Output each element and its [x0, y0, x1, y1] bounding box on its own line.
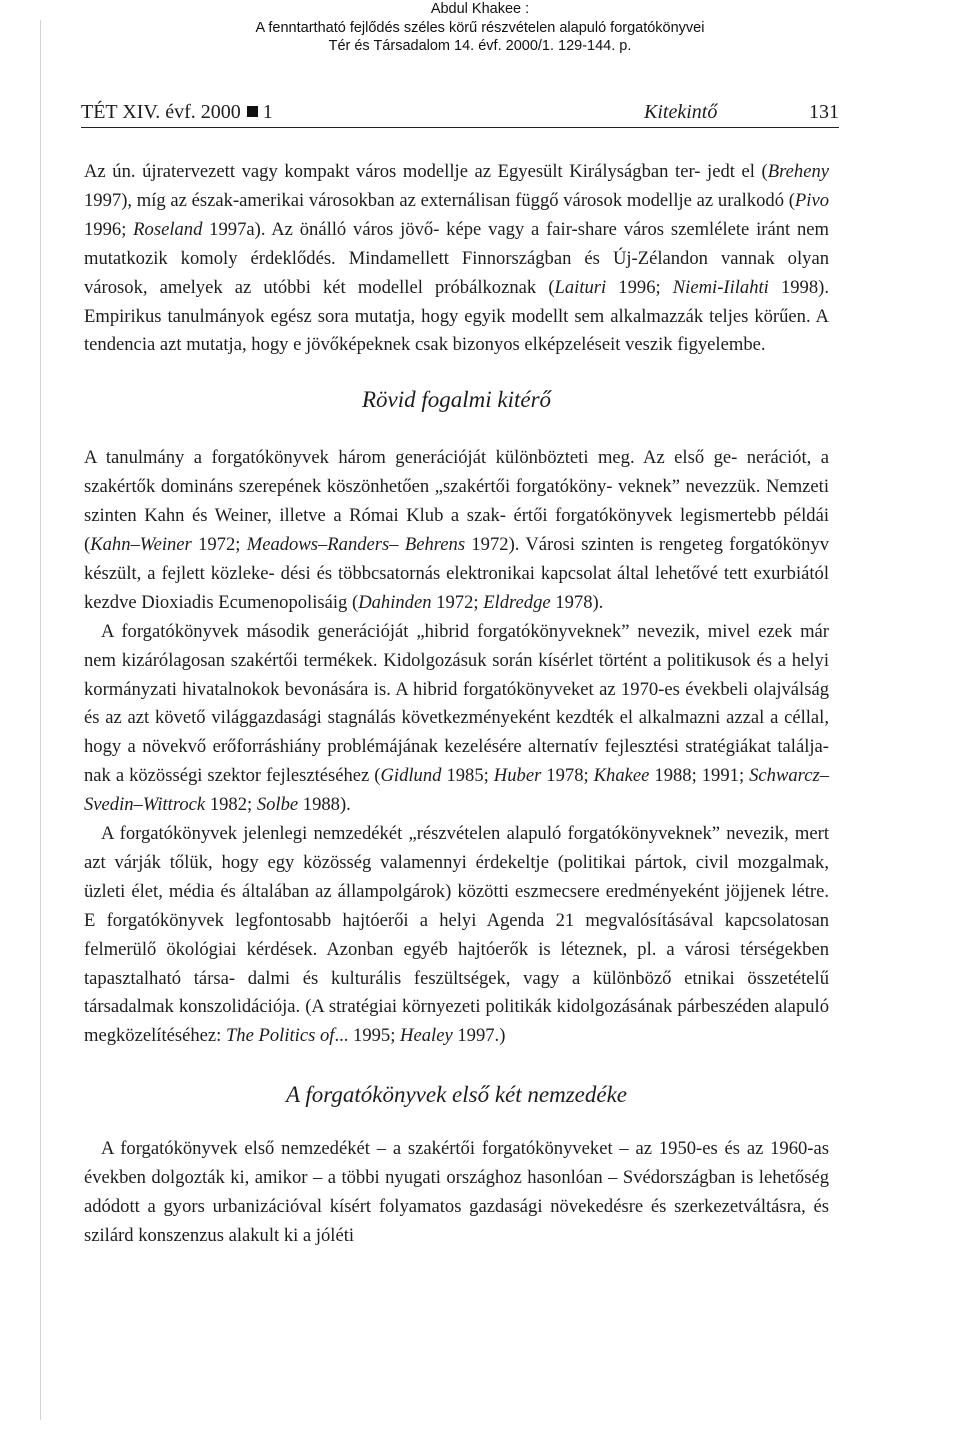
article-body — [84, 158, 829, 1251]
citation-name: Kahn–Weiner — [90, 533, 192, 555]
paragraph: A forgatókönyvek második generációját „hibrid forgatókönyveknek” nevezik, mivel ezek már nem kizárólagosan szakértői termékek. Kidolgozásuk során kísérlet történt a politikusok és a helyi kormányzati hivatalnokok bevonására is. A hibrid forgatókönyveket az 1970-es évekbeli olajválság és az azt követő világgazdasági stagnálás következményeként kezdték el alkalmazni azzal a céllal, hogy a növekvő erőforráshiány problémájának kezelésére alternatív fejlesztési stratégiákat találja- nak a közösségi szektor fejlesztéséhez (Gidlund 1985; Huber 1978; Khakee 1988; 1991; Schwarcz–Svedin–Wittrock 1982; Solbe 1988). — [84, 620, 829, 816]
running-head-journal — [81, 101, 273, 124]
citation-name: Niemi-Iilahti — [672, 276, 769, 298]
citation-name: Laituri — [554, 276, 607, 298]
paragraph: A tanulmány a forgatókönyvek három generációját különbözteti meg. Az első ge- nerációt, a szakértők domináns szerepének köszönhetően „szakértői forgatóköny- veknek” nevezzük. Nemzeti szinten Kahn és Weiner, illetve a Római Klub a szak- értői forgatókönyvek legismertebb példái (Kahn–Weiner 1972; Meadows–Randers– Behrens 1972). Városi szinten is rengeteg forgatókönyv készült, a fejlett közleke- dési és többcsatornás elektronikai kapcsolat által lehetővé tett exurbiától kezdve Dioxiadis Ecumenopolisáig (Dahinden 1972; Eldredge 1978). — [84, 447, 829, 613]
running-head — [81, 101, 839, 128]
citation-name: Roseland — [133, 218, 203, 240]
section-name: Kitekintő — [644, 101, 718, 123]
citation-name: Meadows–Randers– Behrens — [246, 533, 466, 555]
square-bullet-icon — [247, 106, 258, 117]
citation-name: Breheny — [767, 161, 829, 182]
citation-source: Tér és Társadalom 14. évf. 2000/1. 129-144. p. — [328, 38, 632, 54]
citation-name: Gidlund — [380, 765, 442, 787]
page-number: 131 — [809, 101, 839, 123]
citation-name: Khakee — [593, 765, 650, 787]
issue-number: 1 — [262, 101, 273, 123]
citation-name: Pivo — [794, 189, 829, 211]
paragraph: A forgatókönyvek első nemzedékét – a szakértői forgatókönyveket – az 1950-es és az 1960-as években dolgozták ki, amikor – a többi nyugati országhoz hasonlóan – Svédországban is lehetőség adódott a gyors urbanizációval kísért folyamatos gazdasági növekedésre és szerkezetváltásra, és szilárd konszenzus alakult ki a jóléti — [84, 1138, 829, 1246]
paragraph: A forgatókönyvek jelenlegi nemzedékét „részvételen alapuló forgatókönyveknek” nevezik, mert azt várják tőlük, hogy egy közösség valamennyi érdekeltje (politikai pártok, civil mozgalmak, üzleti élet, média és általában az állampolgárok) közötti eszmecsere eredményeként jöjjenek létre. E forgatókönyvek legfontosabb hajtóerői a helyi Agenda 21 megvalósításával kapcsolatosan felmerülő ökológiai kérdések. Azonban egyéb hajtóerők is léteznek, pl. a városi térségekben tapasztalható társa- dalmi és kulturális feszültségek, vagy a különböző etnikai összetételű társadalmak konszolidációja. (A stratégiai környezeti politikák kidolgozásának párbeszéden alapuló megközelítéséhez: The Politics of... 1995; Healey 1997.) — [84, 823, 829, 1047]
paragraph: Az ún. újratervezett vagy kompakt város modellje az Egyesült Királyságban ter- jedt el (Breheny 1997), míg az észak-amerikai városokban az externálisan függő városok modellje az uralkodó (Pivo 1996; Roseland 1997a). Az önálló város jövő- képe vagy a fair-share város szemlélete iránt nem mutatkozik komoly érdeklődés. Mindamellett Finnországban és Új-Zélandon vannak olyan városok, amelyek az utóbbi két modellel próbálkoznak (Laituri 1996; Niemi-Iilahti 1998). Empirikus tanulmányok egész sora mutatja, hogy egyik modellt sem alkalmazzák teljes körűen. A tendencia azt mutatja, hogy e jövőképeknek csak bizonyos elképzeléseit veszik figyelembe. — [84, 161, 829, 356]
citation-name: Huber — [493, 765, 542, 787]
section-heading: A forgatókönyvek első két nemzedéke — [285, 1082, 627, 1108]
citation-title: A fenntartható fejlődés széles körű részvételen alapuló forgatókönyvei — [255, 19, 705, 36]
citation-name: Dahinden — [358, 591, 432, 613]
citation-header — [0, 0, 960, 56]
journal-label: TÉT XIV. évf. 2000 — [81, 101, 241, 123]
section-heading: Rövid fogalmi kitérő — [361, 387, 552, 413]
citation-author: Abdul Khakee : — [430, 1, 530, 17]
margin-rule — [40, 20, 41, 1420]
citation-name: Solbe — [256, 794, 299, 816]
citation-name: Schwarcz–Svedin–Wittrock — [84, 765, 829, 816]
citation-name: Eldredge — [483, 591, 551, 613]
citation-name: Healey — [400, 1025, 453, 1047]
citation-name: The Politics of — [225, 1025, 335, 1047]
